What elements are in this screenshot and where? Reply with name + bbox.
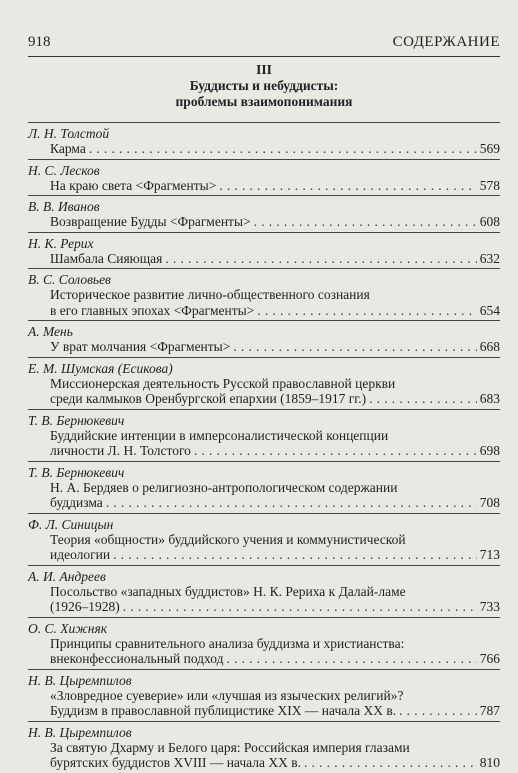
dot-leader bbox=[123, 599, 477, 615]
section-heading bbox=[28, 62, 500, 110]
entry-title-text: Карма bbox=[50, 141, 86, 156]
entry-title-text: На краю света <Фрагменты> bbox=[50, 177, 217, 193]
entry-title-line: Посольство «западных буддистов» Н. К. Рериха к Далай-ламе bbox=[50, 583, 406, 599]
toc-entry bbox=[28, 721, 500, 773]
entry-page-number: 578 bbox=[479, 177, 500, 193]
dot-leader bbox=[89, 141, 477, 157]
dot-leader bbox=[219, 178, 476, 194]
entry-title-last-line bbox=[28, 547, 500, 563]
section-number: III bbox=[256, 62, 272, 77]
entry-page-number: 608 bbox=[479, 214, 500, 229]
entry-author: Е. М. Шумская (Есикова) bbox=[28, 360, 173, 376]
entry-title-text: Буддизм в православной публицистике XIX — начала XX в. bbox=[50, 703, 397, 718]
entry-title-text: личности Л. Н. Толстого bbox=[50, 443, 191, 458]
toc-entry bbox=[28, 669, 500, 721]
entry-page-number: 654 bbox=[479, 302, 500, 318]
entry-title-last-line bbox=[28, 703, 500, 719]
entry-page-number: 708 bbox=[479, 495, 500, 510]
entry-page-number: 569 bbox=[479, 141, 500, 156]
entry-author: Т. В. Бернюкевич bbox=[28, 412, 125, 428]
entry-author: А. И. Андреев bbox=[28, 568, 106, 584]
entry-author: Т. В. Бернюкевич bbox=[28, 464, 125, 480]
toc-entry bbox=[28, 409, 500, 461]
entry-title-last-line bbox=[28, 303, 500, 319]
entry-title-last-line bbox=[28, 755, 500, 771]
entry-title-last-line bbox=[28, 651, 500, 667]
entry-page-number: 766 bbox=[479, 651, 500, 666]
entry-title-text: У врат молчания <Фрагменты> bbox=[50, 339, 231, 354]
section-title-line2: проблемы взаимопонимания bbox=[175, 94, 353, 109]
page-number: 918 bbox=[28, 34, 51, 50]
entry-title-line: Буддийские интенции в имперсоналистической концепции bbox=[50, 427, 389, 443]
entry-title-line: Теория «общности» буддийского учения и коммунистической bbox=[50, 531, 406, 547]
entry-title-last-line bbox=[28, 391, 500, 407]
entry-title-last-line bbox=[28, 141, 500, 157]
entry-title-text: идеологии bbox=[50, 547, 111, 562]
page-header bbox=[28, 32, 500, 57]
entry-author: Л. Н. Толстой bbox=[28, 126, 110, 141]
entry-title-text: буддизма bbox=[50, 495, 103, 510]
dot-leader bbox=[233, 339, 476, 355]
entry-title-line: Принципы сравнительного анализа буддизма и христианства: bbox=[50, 635, 405, 651]
entry-title-last-line bbox=[28, 214, 500, 230]
entry-title-text: Шамбала Сияющая bbox=[50, 250, 163, 266]
entry-title-last-line bbox=[28, 443, 500, 459]
entry-title-text: Возвращение Будды <Фрагменты> bbox=[50, 214, 251, 229]
toc-entry bbox=[28, 513, 500, 565]
toc-entry bbox=[28, 320, 500, 357]
dot-leader bbox=[165, 251, 476, 267]
entry-page-number: 810 bbox=[479, 755, 500, 770]
entry-page-number: 632 bbox=[479, 250, 500, 266]
entry-author: Н. К. Рерих bbox=[28, 235, 94, 251]
entry-author: О. С. Хижняк bbox=[28, 620, 108, 636]
entry-author: В. С. Соловьев bbox=[28, 272, 111, 287]
entry-title-line: Н. А. Бердяев о религиозно-антропологическом содержании bbox=[50, 479, 398, 495]
entry-author: Ф. Л. Синицын bbox=[28, 516, 114, 532]
entry-title-text: (1926–1928) bbox=[50, 599, 120, 614]
entry-author: Н. С. Лесков bbox=[28, 162, 100, 178]
dot-leader bbox=[257, 303, 476, 319]
toc-entry bbox=[28, 232, 500, 269]
entry-page-number: 698 bbox=[479, 443, 500, 458]
entry-title-last-line bbox=[28, 251, 500, 267]
section-title-line1: Буддисты и небуддисты: bbox=[189, 78, 339, 93]
dot-leader bbox=[194, 443, 477, 459]
dot-leader bbox=[304, 755, 477, 771]
dot-leader bbox=[399, 703, 477, 719]
dot-leader bbox=[113, 547, 477, 563]
entry-title-text: внеконфессиональный подход bbox=[50, 651, 224, 666]
entry-title-line: За святую Дхарму и Белого царя: Российская империя глазами bbox=[50, 739, 410, 755]
toc-entry bbox=[28, 195, 500, 232]
entry-title-last-line bbox=[28, 599, 500, 615]
toc-entry bbox=[28, 617, 500, 669]
toc-entry bbox=[28, 357, 500, 409]
entry-title-line: Историческое развитие лично-общественного сознания bbox=[50, 287, 370, 302]
entry-page-number: 683 bbox=[479, 391, 500, 406]
entry-title-text: среди калмыков Оренбургской епархии (1859–1917 гг.) bbox=[50, 391, 367, 406]
toc-entry bbox=[28, 565, 500, 617]
toc-entry bbox=[28, 122, 500, 159]
entry-author: Н. В. Цыремпилов bbox=[28, 672, 132, 688]
entry-author: А. Мень bbox=[28, 324, 73, 339]
toc-entry bbox=[28, 268, 500, 320]
dot-leader bbox=[227, 651, 477, 667]
entry-page-number: 713 bbox=[479, 547, 500, 562]
entry-page-number: 733 bbox=[479, 599, 500, 614]
entry-page-number: 787 bbox=[479, 703, 500, 718]
entry-title-last-line bbox=[28, 495, 500, 511]
toc-entry bbox=[28, 461, 500, 513]
entry-author: Н. В. Цыремпилов bbox=[28, 724, 132, 740]
entry-author: В. В. Иванов bbox=[28, 199, 100, 214]
toc-entry bbox=[28, 159, 500, 196]
table-of-contents bbox=[28, 122, 500, 773]
entry-title-text: бурятских буддистов XVIII — начала XX в. bbox=[50, 755, 301, 770]
entry-title-line: «Зловредное суеверие» или «лучшая из языческих религий»? bbox=[50, 687, 404, 703]
entry-title-text: в его главных эпохах <Фрагменты> bbox=[50, 302, 255, 318]
dot-leader bbox=[369, 391, 477, 407]
running-title: СОДЕРЖАНИЕ bbox=[392, 34, 500, 50]
dot-leader bbox=[106, 495, 477, 511]
dot-leader bbox=[254, 214, 477, 230]
entry-page-number: 668 bbox=[479, 339, 500, 354]
entry-title-line: Миссионерская деятельность Русской православной церкви bbox=[50, 375, 396, 391]
entry-title-last-line bbox=[28, 339, 500, 355]
entry-title-last-line bbox=[28, 178, 500, 194]
